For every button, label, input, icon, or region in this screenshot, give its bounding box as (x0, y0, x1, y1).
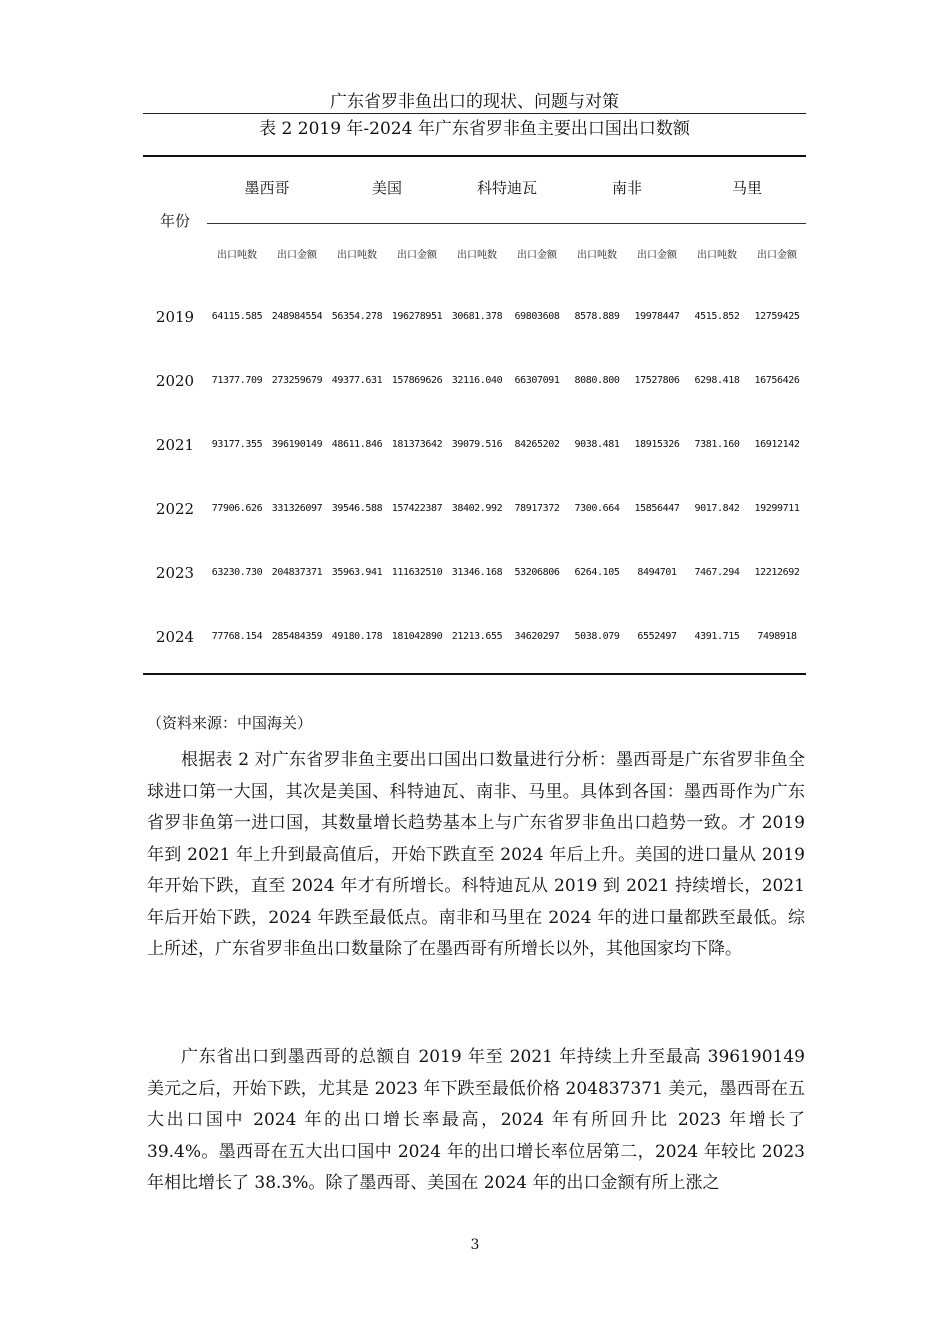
table-cell: 30681.378 (451, 311, 503, 322)
table-cell: 9038.481 (574, 439, 620, 450)
sub-header-cell: 出口金额 (517, 250, 557, 261)
sub-header-cell: 出口吨数 (337, 250, 377, 261)
table-cell: 39079.516 (451, 439, 503, 450)
sub-header-cell: 出口吨数 (457, 250, 497, 261)
paragraph-quantity-analysis: 根据表 2 对广东省罗非鱼主要出口国出口数量进行分析：墨西哥是广东省罗非鱼全球进口第一大国，其次是美国、科特迪瓦、南非、马里。具体到各国：墨西哥作为广东省罗非鱼第一进口国，其数量增长趋势基本上与广东省罗非鱼出口趋势一致。才 2019 年到 2021 年上升到最高值后，开始下跌直至 2024 年后上升。美国的进口量从 2019 年开始下跌，直至 2024 年才有所增长。科特迪瓦从 2019 到 2021 持续增长，2021 年后开始下跌，2024 年跌至最低点。南非和马里在 2024 年的进口量都跌至最低。综上所述，广东省罗非鱼出口数量除了在墨西哥有所增长以外，其他国家均下降。 (147, 750, 805, 959)
table-cell: 6298.418 (694, 375, 740, 386)
table-cell: 93177.355 (211, 439, 263, 450)
country-header-mali: 马里 (731, 179, 762, 197)
table-cell: 4391.715 (694, 631, 740, 642)
table-cell: 38402.992 (451, 503, 503, 514)
table-top-rule (143, 155, 806, 157)
table-cell: 18915326 (634, 439, 680, 450)
table-cell: 19978447 (634, 311, 680, 322)
table-cell: 31346.168 (451, 567, 503, 578)
table-cell: 12759425 (754, 311, 800, 322)
country-header-cote-divoire: 科特迪瓦 (476, 179, 537, 197)
page-number: 3 (470, 1237, 480, 1253)
sub-header-cell: 出口吨数 (217, 250, 257, 261)
year-cell: 2024 (155, 628, 195, 646)
table-source-note: （资料来源：中国海关） (147, 714, 313, 732)
running-header: 广东省罗非鱼出口的现状、问题与对策 (143, 92, 806, 114)
table-cell: 66307091 (514, 375, 560, 386)
sub-header-cell: 出口金额 (637, 250, 677, 261)
table-cell: 39546.588 (331, 503, 383, 514)
table-cell: 4515.852 (694, 311, 740, 322)
table-cell: 69803608 (514, 311, 560, 322)
table-cell: 6552497 (637, 631, 677, 642)
table-title: 表 2 2019 年-2024 年广东省罗非鱼主要出口国出口数额 (259, 119, 690, 139)
year-cell: 2020 (155, 372, 195, 390)
table-cell: 35963.941 (331, 567, 383, 578)
table-cell: 331326097 (271, 503, 323, 514)
sub-header-cell: 出口金额 (757, 250, 797, 261)
year-cell: 2021 (155, 436, 195, 454)
country-header-south-africa: 南非 (611, 179, 642, 197)
table-cell: 19299711 (754, 503, 800, 514)
table-cell: 12212692 (754, 567, 800, 578)
table-cell: 7300.664 (574, 503, 620, 514)
table-cell: 111632510 (391, 567, 443, 578)
table-cell: 34620297 (514, 631, 560, 642)
table-cell: 64115.585 (211, 311, 263, 322)
table-cell: 7467.294 (694, 567, 740, 578)
table-bottom-rule (143, 673, 806, 675)
table-cell: 49180.178 (331, 631, 383, 642)
table-cell: 56354.278 (331, 311, 383, 322)
table-cell: 8494701 (637, 567, 677, 578)
country-header-mexico: 墨西哥 (244, 179, 290, 197)
table-cell: 71377.709 (211, 375, 263, 386)
table-cell: 49377.631 (331, 375, 383, 386)
table-cell: 77906.626 (211, 503, 263, 514)
table-cell: 77768.154 (211, 631, 263, 642)
table-cell: 181373642 (391, 439, 443, 450)
sub-header-cell: 出口吨数 (577, 250, 617, 261)
year-column-header: 年份 (159, 212, 190, 230)
table-cell: 285484359 (271, 631, 323, 642)
year-cell: 2019 (155, 308, 195, 326)
table-cell: 63230.730 (211, 567, 263, 578)
table-cell: 6264.105 (574, 567, 620, 578)
table-cell: 78917372 (514, 503, 560, 514)
table-header-rule (207, 223, 806, 224)
year-cell: 2023 (155, 564, 195, 582)
table-cell: 396190149 (271, 439, 323, 450)
sub-header-cell: 出口金额 (277, 250, 317, 261)
table-cell: 157869626 (391, 375, 443, 386)
table-cell: 9017.842 (694, 503, 740, 514)
table-cell: 8578.889 (574, 311, 620, 322)
table-cell: 204837371 (271, 567, 323, 578)
table-cell: 196278951 (391, 311, 443, 322)
table-cell: 48611.846 (331, 439, 383, 450)
table-cell: 248984554 (271, 311, 323, 322)
table-cell: 15856447 (634, 503, 680, 514)
table-cell: 5038.079 (574, 631, 620, 642)
table-cell: 7381.160 (694, 439, 740, 450)
table-cell: 32116.040 (451, 375, 503, 386)
sub-header-cell: 出口吨数 (697, 250, 737, 261)
table-cell: 157422387 (391, 503, 443, 514)
table-cell: 16912142 (754, 439, 800, 450)
table-cell: 7498918 (757, 631, 797, 642)
table-cell: 273259679 (271, 375, 323, 386)
table-cell: 16756426 (754, 375, 800, 386)
country-header-usa: 美国 (371, 179, 402, 197)
table-cell: 53206806 (514, 567, 560, 578)
paragraph-value-analysis: 广东省出口到墨西哥的总额自 2019 年至 2021 年持续上升至最高 396190149 美元之后，开始下跌，尤其是 2023 年下跌至最低价格 204837371 美元，墨西哥在五大出口国中 2024 年的出口增长率最高，2024 年有所回升比 2023 年增长了 39.4%。墨西哥在五大出口国中 2024 年的出口增长率位居第二，2024 年较比 2023 年相比增长了 38.3%。除了墨西哥、美国在 2024 年的出口金额有所上涨之 (147, 1047, 805, 1193)
table-cell: 84265202 (514, 439, 560, 450)
table-cell: 21213.655 (451, 631, 503, 642)
table-cell: 181042890 (391, 631, 443, 642)
table-cell: 17527806 (634, 375, 680, 386)
sub-header-cell: 出口金额 (397, 250, 437, 261)
year-cell: 2022 (155, 500, 195, 518)
table-cell: 8080.800 (574, 375, 620, 386)
